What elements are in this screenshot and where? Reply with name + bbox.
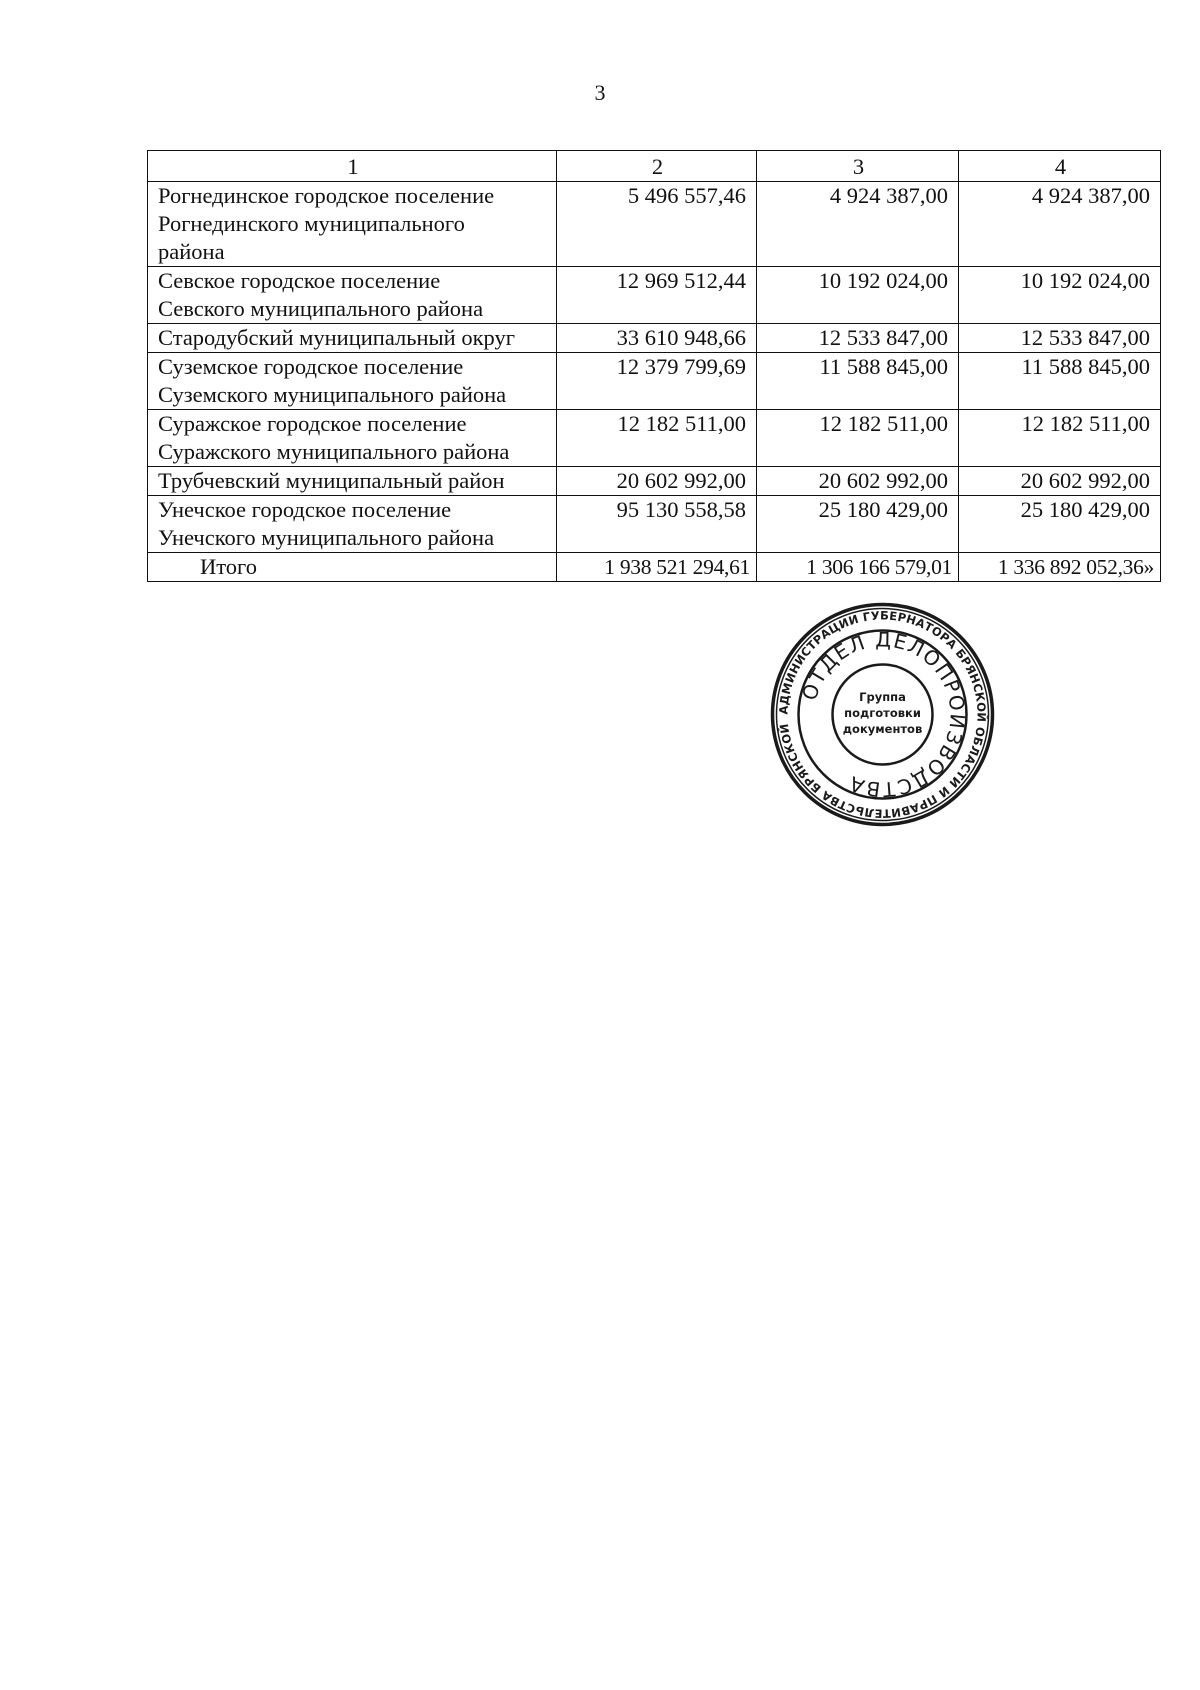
stamp-dept-text: ОТДЕЛ ДЕЛОПРОИЗВОДСТВА [797,627,970,802]
row-value-col2: 5 496 557,46 [557,182,757,267]
row-name [148,267,557,324]
row-name-line: Суражское городское поселение [158,411,467,436]
row-name-line: Рогнединского муниципального [158,211,465,236]
table-row [148,182,1161,267]
stamp-center-line: документов [842,722,923,736]
row-name [148,410,557,467]
row-value-col3: 12 533 847,00 [757,324,959,353]
page-number: 3 [594,80,606,105]
row-value-col2: 12 379 799,69 [557,353,757,410]
table-header-row [148,151,1161,182]
row-name-line: Суземского муниципального района [158,382,507,407]
row-name-line: Суражского муниципального района [158,439,510,464]
row-value-col3: 25 180 429,00 [757,496,959,553]
official-stamp [770,602,995,827]
stamp-center-line: Группа [859,690,906,704]
column-header-2: 2 [557,151,757,182]
row-value-col2: 33 610 948,66 [557,324,757,353]
row-value-col2: 12 182 511,00 [557,410,757,467]
row-value-col4: 12 182 511,00 [959,410,1161,467]
total-row [148,553,1161,582]
column-header-4: 4 [959,151,1161,182]
row-name-line: Трубчевский муниципальный район [158,468,505,493]
row-name-line: Севского муниципального района [158,296,484,321]
row-value-col3: 10 192 024,00 [757,267,959,324]
table-row [148,267,1161,324]
table-row [148,496,1161,553]
row-value-col4: 25 180 429,00 [959,496,1161,553]
row-name-line: Рогнединское городское поселение [158,183,495,208]
stamp-seal-icon [770,602,995,827]
row-name [148,496,557,553]
row-name [148,467,557,496]
total-value-col2: 1 938 521 294,61 [557,553,757,582]
row-name-line: Унечское городское поселение [158,497,452,522]
row-name-line: Стародубский муниципальный округ [158,325,515,350]
row-value-col2: 95 130 558,58 [557,496,757,553]
stamp-outer-text: АДМИНИСТРАЦИИ ГУБЕРНАТОРА БРЯНСКОЙ ОБЛАСТИ И ПРАВИТЕЛЬСТВА БРЯНСКОЙ [776,608,989,821]
column-header-1: 1 [148,151,557,182]
row-value-col3: 4 924 387,00 [757,182,959,267]
row-name-line: района [158,239,225,264]
table-row [148,467,1161,496]
table-row [148,324,1161,353]
row-name-line: Суземское городское поселение [158,354,464,379]
column-header-3: 3 [757,151,959,182]
table-row [148,410,1161,467]
row-value-col4: 10 192 024,00 [959,267,1161,324]
total-value-col3: 1 306 166 579,01 [757,553,959,582]
budget-table [147,150,1161,582]
row-name-line: Унечского муниципального района [158,525,495,550]
row-value-col3: 12 182 511,00 [757,410,959,467]
table-row [148,353,1161,410]
row-name-line: Севское городское поселение [158,268,441,293]
row-value-col4: 11 588 845,00 [959,353,1161,410]
total-label: Итого [148,553,557,582]
total-value-col4: 1 336 892 052,36» [959,553,1161,582]
row-value-col4: 4 924 387,00 [959,182,1161,267]
row-name [148,353,557,410]
row-value-col3: 11 588 845,00 [757,353,959,410]
row-value-col3: 20 602 992,00 [757,467,959,496]
stamp-center-line: подготовки [844,706,921,720]
row-value-col2: 12 969 512,44 [557,267,757,324]
row-value-col4: 20 602 992,00 [959,467,1161,496]
row-name [148,324,557,353]
row-name [148,182,557,267]
row-value-col4: 12 533 847,00 [959,324,1161,353]
row-value-col2: 20 602 992,00 [557,467,757,496]
